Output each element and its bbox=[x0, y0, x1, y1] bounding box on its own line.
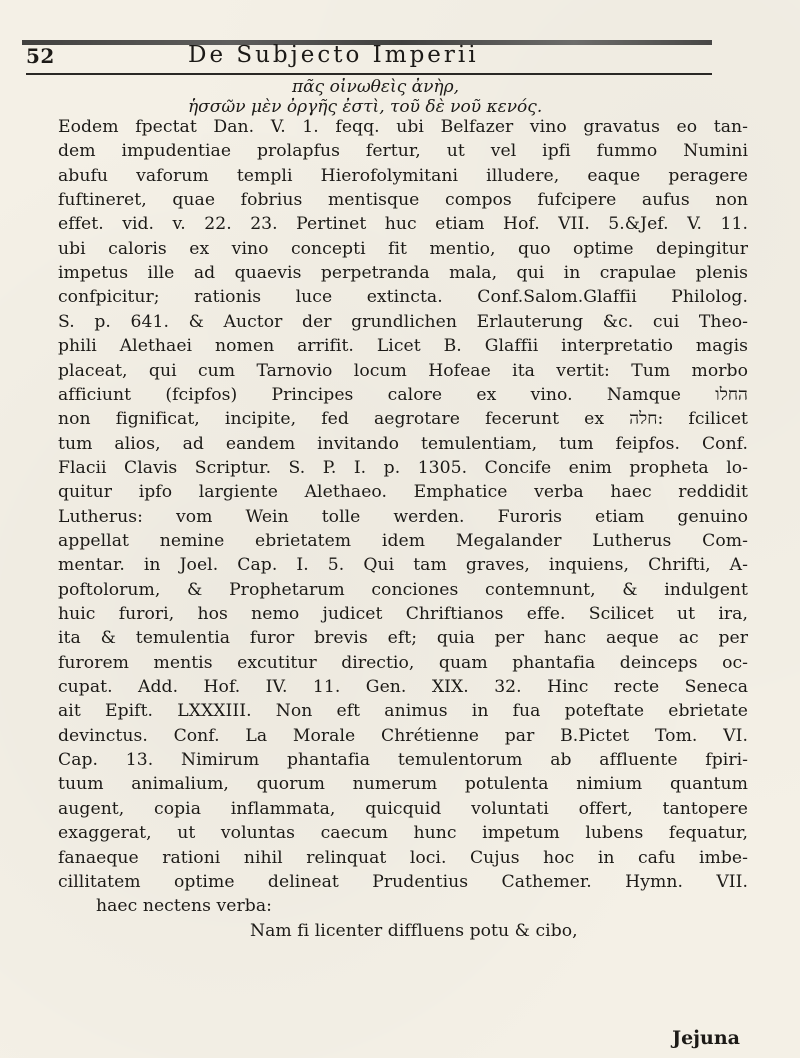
text-line: confpicitur; rationis luce extincta. Conf.Salom.Glaffii Philolog. bbox=[58, 287, 748, 308]
text-line: non fignificat, incipite, fed aegrotare fecerunt ex חלה: fcilicet bbox=[58, 409, 749, 430]
text-line: Eodem fpectat Dan. V. 1. feqq. ubi Belfazer vino gravatus eo tan- bbox=[58, 117, 748, 137]
text-line: cillitatem optime delineat Prudentius Cathemer. Hymn. VII. bbox=[58, 871, 748, 892]
text-line: fuftineret, quae fobrius mentisque compos fufcipere aufus non bbox=[58, 190, 748, 211]
text-line: phili Alethaei nomen arrifit. Licet B. Glaffii interpretatio magis bbox=[58, 336, 748, 357]
text-line: cupat. Add. Hof. IV. 11. Gen. XIX. 32. Hinc recte Seneca bbox=[58, 677, 748, 698]
text-line: mentar. in Joel. Cap. I. 5. Qui tam graves, inquiens, Chrifti, A- bbox=[58, 555, 748, 576]
text-line: quitur ipfo largiente Alethaeo. Emphatice verba haec reddidit bbox=[58, 482, 748, 503]
catchword: Jejuna bbox=[672, 1027, 740, 1049]
text-line: exaggerat, ut voluntas caecum hunc impetum lubens fequatur, bbox=[58, 823, 748, 844]
text-line: tum alios, ad eandem invitando temulentiam, tum feipfos. Conf. bbox=[58, 433, 748, 454]
text-line: appellat nemine ebrietatem idem Megalander Lutherus Com- bbox=[58, 530, 748, 551]
text-line: Cap. 13. Nimirum phantafia temulentorum ab affluente fpiri- bbox=[58, 750, 748, 771]
text-line: placeat, qui cum Tarnovio locum Hofeae ita vertit: Tum morbo bbox=[58, 360, 748, 381]
running-head: De Subjecto Imperii bbox=[188, 42, 479, 68]
text-line: devinctus. Conf. La Morale Chrétienne par B.Pictet Tom. VI. bbox=[58, 725, 748, 746]
greek-verse-line-2: ἡσσῶν μὲν ὀργῆς ἐστὶ, τοῦ δὲ νοῦ κενός. bbox=[188, 97, 543, 117]
text-line: huic furori, hos nemo judicet Chriftianos effe. Scilicet ut ira, bbox=[58, 604, 748, 624]
text-line: Flacii Clavis Scriptur. S. P. I. p. 1305. Concife enim propheta lo- bbox=[58, 457, 748, 478]
text-line: abufu vaforum templi Hierofolymitani illudere, eaque peragere bbox=[58, 165, 748, 186]
text-line: ait Epift. LXXXIII. Non eft animus in fua poteftate ebrietate bbox=[58, 701, 748, 722]
greek-verse-line-1: πᾶς οἰνωθεὶς ἀνὴρ, bbox=[292, 77, 460, 97]
text-line: tuum animalium, quorum numerum potulenta nimium quantum bbox=[58, 774, 748, 795]
text-line: ubi caloris ex vino concepti fit mentio, quo optime depingitur bbox=[58, 238, 748, 259]
text-line: haec nectens verba: bbox=[96, 896, 272, 917]
text-line: poftolorum, & Prophetarum conciones contemnunt, & indulgent bbox=[58, 579, 748, 600]
text-line: effet. vid. v. 22. 23. Pertinet huc etiam Hof. VII. 5.&Jef. V. 11. bbox=[58, 214, 748, 235]
text-line: fanaeque rationi nihil relinquat loci. Cujus hoc in cafu imbe- bbox=[58, 847, 748, 868]
text-line: afficiunt (fcipfos) Principes calore ex vino. Namque החלו bbox=[58, 384, 748, 405]
text-line: furorem mentis excutitur directio, quam phantafia deinceps oc- bbox=[58, 652, 748, 673]
text-line: dem impudentiae prolapfus fertur, ut vel ipfi fummo Numini bbox=[58, 141, 748, 162]
text-line: Nam fi licenter diffluens potu & cibo, bbox=[250, 920, 578, 941]
text-line: S. p. 641. & Auctor der grundlichen Erlauterung &c. cui Theo- bbox=[58, 311, 748, 332]
text-line: impetus ille ad quaevis perpetranda mala, qui in crapulae plenis bbox=[58, 263, 748, 284]
header-rule bbox=[26, 73, 712, 75]
page-number: 52 bbox=[26, 44, 55, 68]
text-line: augent, copia inflammata, quicquid voluntati offert, tantopere bbox=[58, 798, 748, 819]
text-line: Lutherus: vom Wein tolle werden. Furoris etiam genuino bbox=[58, 506, 748, 527]
text-line: ita & temulentia furor brevis eft; quia per hanc aeque ac per bbox=[58, 628, 748, 649]
